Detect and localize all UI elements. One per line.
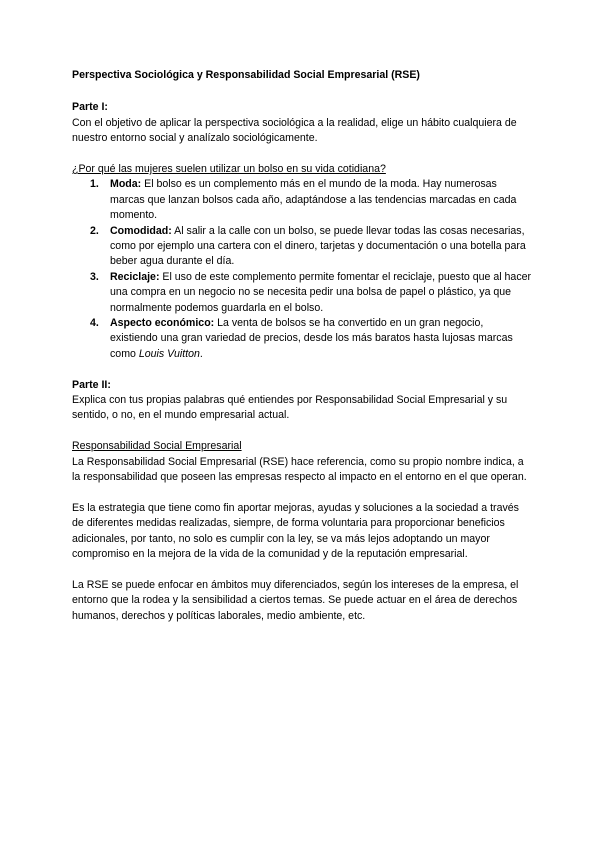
list-item <box>72 316 532 362</box>
reasons-list <box>72 177 532 362</box>
document-page <box>72 68 532 624</box>
list-item-text: La venta de bolsos se ha convertido en un gran negocio, existiendo una gran variedad de precios, desde los más baratos hasta lujosas marcas como <box>110 317 513 360</box>
list-item <box>72 177 532 223</box>
list-item-term: Reciclaje: <box>110 270 160 283</box>
part-2-heading: Parte II: <box>72 378 111 391</box>
list-item-term: Aspecto económico: <box>110 317 215 330</box>
body-paragraph: La Responsabilidad Social Empresarial (RSE) hace referencia, como su propio nombre indica, a la responsabilidad que poseen las empresas respecto al impacto en el entorno en el que operan. <box>72 455 527 484</box>
list-item-number: 4. <box>90 317 99 330</box>
list-item-number: 2. <box>90 224 99 237</box>
list-item-number: 1. <box>90 178 99 191</box>
spacer <box>72 83 532 100</box>
list-item-term: Comodidad: <box>110 224 172 237</box>
body-paragraph: Es la estrategia que tiene como fin aportar mejoras, ayudas y soluciones a la sociedad a través de diferentes medidas realizadas, siempre, de forma voluntaria para proporcionar beneficios adicionales, por tanto, no solo es cumplir con la ley, se va más lejos adoptando un mayor compromiso en la mejora de la vida de la comunidad y de la reputación empresarial. <box>72 501 519 561</box>
list-item-text: El bolso es un complemento más en el mundo de la moda. Hay numerosas marcas que lanzan bolsos cada año, adaptándose a las tendencias marcadas en cada momento. <box>110 178 517 222</box>
spacer <box>72 147 532 162</box>
part-2-subheading: Responsabilidad Social Empresarial <box>72 440 242 453</box>
list-item <box>72 270 532 316</box>
part-2-intro: Explica con tus propias palabras qué entiendes por Responsabilidad Social Empresarial y su sentido, o no, en el mundo empresarial actual. <box>72 394 508 422</box>
list-item-end: . <box>199 347 203 360</box>
spacer <box>72 424 532 439</box>
list-item-text: Al salir a la calle con un bolso, se puede llevar todas las cosas necesarias, como por ejemplo una cartera con el dinero, tarjetas y documentación o una botella para beber agua durante el día. <box>110 224 526 268</box>
list-item-number: 3. <box>90 270 99 283</box>
part-1-section <box>72 100 532 362</box>
part-1-intro: Con el objetivo de aplicar la perspectiva sociológica a la realidad, elige un hábito cualquiera de nuestro entorno social y analízalo sociológicamente. <box>72 116 517 145</box>
part-1-question: ¿Por qué las mujeres suelen utilizar un bolso en su vida cotidiana? <box>72 163 386 175</box>
part-2-section <box>72 378 532 624</box>
list-item <box>72 224 532 270</box>
list-item-term: Moda: <box>110 178 142 191</box>
part-1-heading: Parte I: <box>72 101 108 114</box>
body-paragraph: La RSE se puede enfocar en ámbitos muy diferenciados, según los intereses de la empresa, el entorno que la rodea y la sensibilidad a ciertos temas. Se puede actuar en el área de derechos humanos, derechos y políticas laborales, medio ambiente, etc. <box>72 578 519 622</box>
brand-name: Louis Vuitton <box>138 347 200 360</box>
list-item-text: El uso de este complemento permite fomentar el reciclaje, puesto que al hacer una compra en un negocio no se necesita pedir una bolsa de papel o plástico, ya que normalmente podemos guardarla en el bolso. <box>110 270 532 314</box>
spacer <box>72 486 532 501</box>
spacer <box>72 362 532 377</box>
document-title: Perspectiva Sociológica y Responsabilidad Social Empresarial (RSE) <box>72 69 420 81</box>
spacer <box>72 563 532 578</box>
